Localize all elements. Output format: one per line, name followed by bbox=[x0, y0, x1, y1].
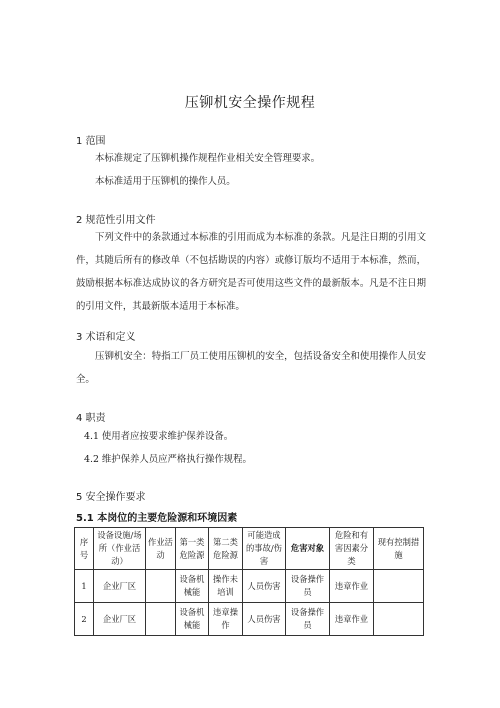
section-1-line-2: 本标准适用于压铆机的操作人员。 bbox=[95, 176, 236, 187]
hazard-table bbox=[74, 527, 424, 636]
section-5-heading: 5 安全操作要求 bbox=[76, 492, 146, 503]
table-header-cell: 现有控制措施 bbox=[374, 528, 424, 570]
table-row bbox=[75, 603, 424, 636]
table-cell: 违章操作 bbox=[209, 603, 243, 636]
section-4-line-2: 4.2 维护保养人员应严格执行操作规程。 bbox=[84, 454, 252, 465]
table-cell bbox=[146, 603, 176, 636]
section-2-paragraph: 下列文件中的条款通过本标准的引用而成为本标准的条款。凡是注日期的引用文件，其随后所有的修改单（不包括勘误的内容）或修订版均不适用于本标准，然而，鼓励根据本标准达成协议的各方研究是否可使用这些文件的最新版本。凡是不注日期的引用文件，其最新版本适用于本标准。 bbox=[76, 232, 426, 312]
table-cell: 违章作业 bbox=[330, 570, 374, 603]
section-5-1-heading: 5.1 本岗位的主要危险源和环境因素 bbox=[76, 513, 238, 524]
table-cell bbox=[374, 603, 424, 636]
section-3-paragraph: 压铆机安全：特指工厂员工使用压铆机的安全，包括设备安全和使用操作人员安全。 bbox=[76, 351, 426, 385]
section-2-heading: 2 规范性引用文件 bbox=[76, 215, 156, 226]
table-header-cell: 第二类危险源 bbox=[209, 528, 243, 570]
table-row bbox=[75, 570, 424, 603]
table-cell: 违章作业 bbox=[330, 603, 374, 636]
table-cell bbox=[374, 570, 424, 603]
table-header-row bbox=[75, 528, 424, 570]
section-1-heading: 1 范围 bbox=[76, 136, 106, 147]
table-header-cell: 危险和有害因素分类 bbox=[330, 528, 374, 570]
table-cell: 设备操作员 bbox=[286, 603, 330, 636]
table-cell: 设备操作员 bbox=[286, 570, 330, 603]
table-cell: 企业厂区 bbox=[94, 570, 146, 603]
section-4-heading: 4 职责 bbox=[76, 413, 106, 424]
table-header-cell: 序号 bbox=[75, 528, 94, 570]
table-cell bbox=[146, 570, 176, 603]
table-cell: 人员伤害 bbox=[243, 603, 286, 636]
table-header-cell: 第一类危险源 bbox=[176, 528, 209, 570]
table-header-cell: 设备设施/场所（作业活动） bbox=[94, 528, 146, 570]
table-cell: 人员伤害 bbox=[243, 570, 286, 603]
document-title: 压铆机安全操作规程 bbox=[184, 95, 316, 111]
section-1-line-1: 本标准规定了压铆机操作规程作业相关安全管理要求。 bbox=[95, 153, 321, 164]
table-header-cell: 可能造成的事故/伤害 bbox=[243, 528, 286, 570]
table-cell: 2 bbox=[75, 603, 94, 636]
table-cell: 1 bbox=[75, 570, 94, 603]
section-3-heading: 3 术语和定义 bbox=[76, 332, 136, 343]
table-header-cell: 作业活动 bbox=[146, 528, 176, 570]
table-header-cell: 危害对象 bbox=[286, 528, 330, 570]
table-cell: 设备机械能 bbox=[176, 603, 209, 636]
section-4-line-1: 4.1 使用者应按要求维护保养设备。 bbox=[84, 431, 234, 442]
table-cell: 设备机械能 bbox=[176, 570, 209, 603]
table-cell: 操作未培训 bbox=[209, 570, 243, 603]
table-cell: 企业厂区 bbox=[94, 603, 146, 636]
